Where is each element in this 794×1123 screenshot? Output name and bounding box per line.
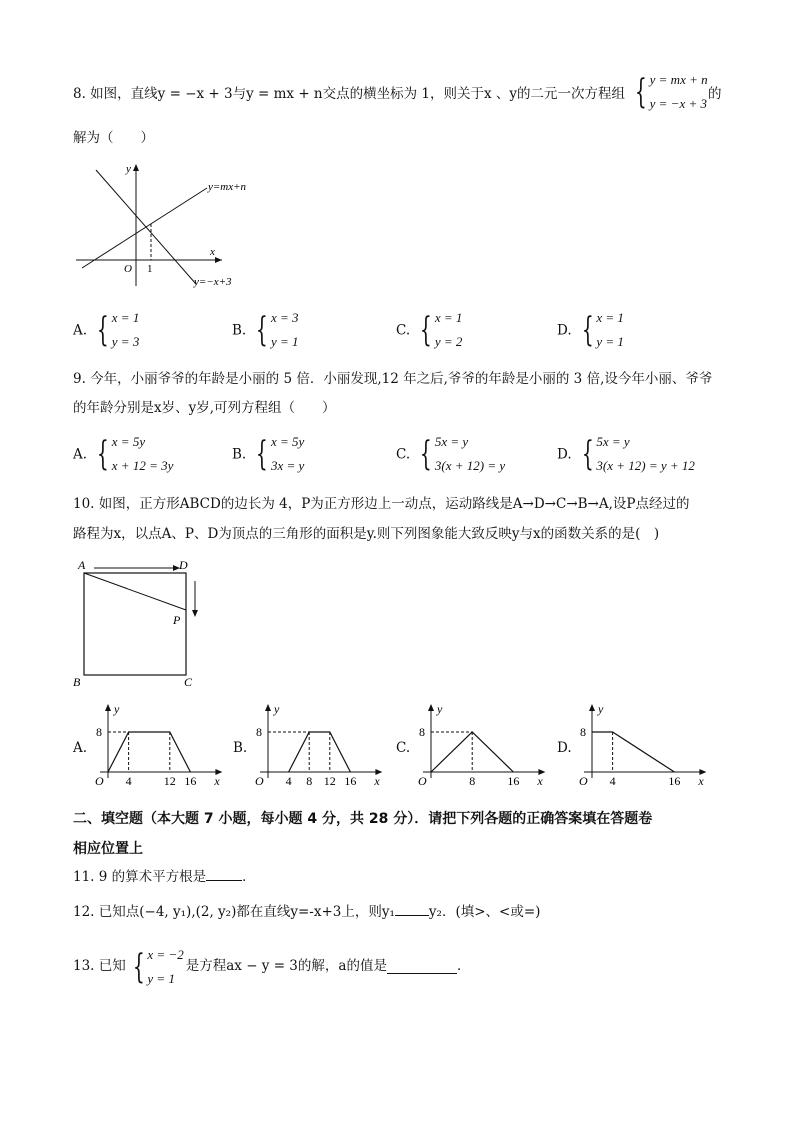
q13-system-line1: x = −2 — [147, 947, 184, 962]
q8-stem-end: 的 — [708, 86, 722, 102]
label-line2: y=−x+3 — [194, 276, 232, 288]
q8-option-c[interactable]: C. { x = 1 y = 2 — [396, 310, 463, 350]
option-label: C. — [396, 446, 411, 463]
option-line: 5x = y — [596, 434, 630, 449]
q12-end: y₂．(填>、<或=) — [428, 904, 541, 920]
q8-stem: 8. 如图，直线y = −x + 3与y = mx + n交点的横坐标为 1，则关于x 、y的二元一次方程组 — [73, 86, 626, 102]
x-tick-label: 16 — [668, 774, 681, 788]
y-axis-arrow — [105, 704, 111, 711]
square-abcd — [84, 573, 186, 675]
q11-answer-blank[interactable] — [206, 880, 242, 881]
q8-system-line1: y = mx + n — [649, 72, 708, 87]
option-line: 5x = y — [434, 434, 469, 449]
y-tick-label: 8 — [580, 725, 586, 739]
label-p: P — [173, 613, 181, 627]
option-label: B. — [232, 446, 247, 463]
q8-option-a[interactable]: A. { x = 1 y = 3 — [73, 310, 140, 350]
y-tick-label: 8 — [256, 725, 262, 739]
tick-1: 1 — [147, 263, 153, 275]
option-line: 3(x + 12) = y + 12 — [596, 458, 695, 473]
q10-option-d-label[interactable]: D. — [557, 740, 572, 756]
option-line: x = 5y — [270, 434, 305, 449]
q10-option-c-label[interactable]: C. — [396, 740, 411, 756]
x-axis-label: x — [537, 774, 543, 788]
y-axis-label: y — [126, 163, 131, 175]
option-label: C. — [396, 322, 411, 339]
label-a: A — [78, 558, 86, 572]
q12 — [73, 906, 540, 920]
origin-label: O — [418, 774, 427, 788]
label-line1: y=mx+n — [208, 181, 247, 193]
option-line: x = 1 — [111, 310, 140, 325]
q9-line1: 9. 今年，小丽爷爷的年龄是小丽的 5 倍．小丽发现,12 年之后,爷爷的年龄是小丽的 3 倍,设今年小丽、爷爷 — [73, 371, 713, 387]
x-tick-label: 16 — [507, 774, 520, 788]
option-line: y = 1 — [270, 334, 299, 349]
q13-end: ． — [456, 958, 471, 975]
y-axis-arrow — [589, 704, 595, 711]
label-b: B — [73, 675, 81, 689]
q13-text: 13. 已知 — [73, 958, 126, 975]
x-axis-arrow — [215, 257, 222, 263]
x-tick-label: 16 — [184, 774, 197, 788]
q8-stem-line2: 解为（ ） — [73, 130, 154, 146]
origin-label: O — [95, 774, 104, 788]
section2-line1: 二、填空题（本大题 7 小题，每小题 4 分，共 28 分）．请把下列各题的正确答案填在答题卷 — [73, 811, 653, 827]
x-tick-label: 4 — [609, 774, 616, 788]
q10-option-a-label[interactable]: A. — [73, 740, 88, 756]
option-label: D. — [557, 322, 572, 339]
q8-system — [630, 72, 708, 112]
q9-option-a[interactable]: A. { x = 5y x + 12 = 3y — [73, 434, 174, 474]
option-label: A. — [73, 446, 88, 463]
x-tick-label: 8 — [469, 774, 476, 788]
origin-label: O — [579, 774, 588, 788]
x-axis-label: x — [214, 774, 220, 788]
arrow-head-down — [192, 610, 198, 617]
x-axis-label: x — [210, 246, 215, 258]
x-tick-label: 4 — [125, 774, 132, 788]
q12-answer-blank[interactable] — [395, 915, 429, 916]
option-line: y = 3 — [111, 334, 140, 349]
option-label: A. — [73, 322, 88, 339]
q11-end: ． — [242, 869, 256, 885]
brace: { — [634, 72, 647, 112]
option-line: 3(x + 12) = y — [434, 458, 506, 473]
q10-graph-b — [248, 700, 388, 788]
line-mx-plus-n — [82, 188, 207, 268]
segment-ap — [84, 573, 186, 610]
q11 — [73, 871, 256, 885]
q8-graph — [74, 158, 274, 293]
q8-option-d[interactable]: D. { x = 1 y = 1 — [557, 310, 624, 350]
x-tick-label: 12 — [163, 774, 176, 788]
x-axis-label: x — [374, 774, 380, 788]
q10-option-b-label[interactable]: B. — [233, 740, 248, 756]
option-line: y = 1 — [596, 334, 624, 349]
function-graph — [289, 732, 351, 772]
option-line: x = 5y — [111, 434, 146, 449]
q10-line1: 10. 如图，正方形ABCD的边长为 4，P为正方形边上一动点，运动路线是A→D→C→B→A,设P点经过的 — [73, 496, 690, 512]
option-line: x = 1 — [434, 310, 463, 325]
q10-graph-c — [411, 700, 551, 788]
y-axis-label: y — [274, 702, 280, 716]
origin-label: O — [124, 263, 132, 275]
option-label: B. — [232, 322, 247, 339]
q13-middle: 是方程ax − y = 3的解，a的值是 — [185, 958, 387, 975]
y-tick-label: 8 — [96, 725, 102, 739]
y-tick-label: 8 — [419, 725, 425, 739]
q12-text: 12. 已知点(−4, y₁),(2, y₂)都在直线y=-x+3上，则y₁ — [73, 904, 395, 920]
q9-option-b[interactable]: B. { x = 5y 3x = y — [232, 434, 305, 474]
x-tick-label: 12 — [323, 774, 336, 788]
label-d: D — [179, 558, 188, 572]
square-figure — [70, 555, 210, 690]
y-axis-label: y — [437, 702, 443, 716]
q8-option-b[interactable]: B. { x = 3 y = 1 — [232, 310, 299, 350]
x-tick-label: 8 — [306, 774, 313, 788]
y-axis-arrow — [133, 164, 139, 171]
q13-system-line2: y = 1 — [147, 971, 175, 986]
q10-graph-a — [88, 700, 228, 788]
y-axis-label: y — [114, 702, 120, 716]
q10-graph-d — [572, 700, 717, 788]
x-tick-label: 4 — [285, 774, 292, 788]
q9-option-d[interactable]: D. { 5x = y 3(x + 12) = y + 12 — [557, 434, 695, 474]
q9-option-c[interactable]: C. { 5x = y 3(x + 12) = y — [396, 434, 506, 474]
x-axis-label: x — [698, 774, 704, 788]
y-axis-label: y — [598, 702, 604, 716]
q10-line2: 路程为x，以点A、P、D为顶点的三角形的面积是y.则下列图象能大致反映y与x的函数关系的是( ) — [73, 526, 660, 542]
option-line: x = 3 — [270, 310, 299, 325]
section2-line2: 相应位置上 — [73, 841, 143, 857]
q8-system-line2: y = −x + 3 — [649, 96, 707, 111]
option-line: x = 1 — [596, 310, 624, 325]
option-line: y = 2 — [434, 334, 463, 349]
q13-answer-blank[interactable] — [387, 961, 457, 974]
function-graph — [592, 732, 674, 772]
x-tick-label: 16 — [344, 774, 357, 788]
q9-line2: 的年龄分别是x岁、y岁,可列方程组（ ） — [73, 400, 336, 416]
function-graph — [108, 732, 190, 772]
option-line: 3x = y — [270, 458, 305, 473]
y-axis-arrow — [428, 704, 434, 711]
origin-label: O — [255, 774, 264, 788]
y-axis-arrow — [265, 704, 271, 711]
label-c: C — [184, 675, 193, 689]
q11-text: 11. 9 的算术平方根是 — [73, 869, 207, 885]
option-label: D. — [557, 446, 572, 463]
q13: 13. 已知 { x = −2 y = 1 是方程ax − y = 3的解，a的值是 ． — [73, 947, 471, 987]
option-line: x + 12 = 3y — [111, 458, 174, 473]
